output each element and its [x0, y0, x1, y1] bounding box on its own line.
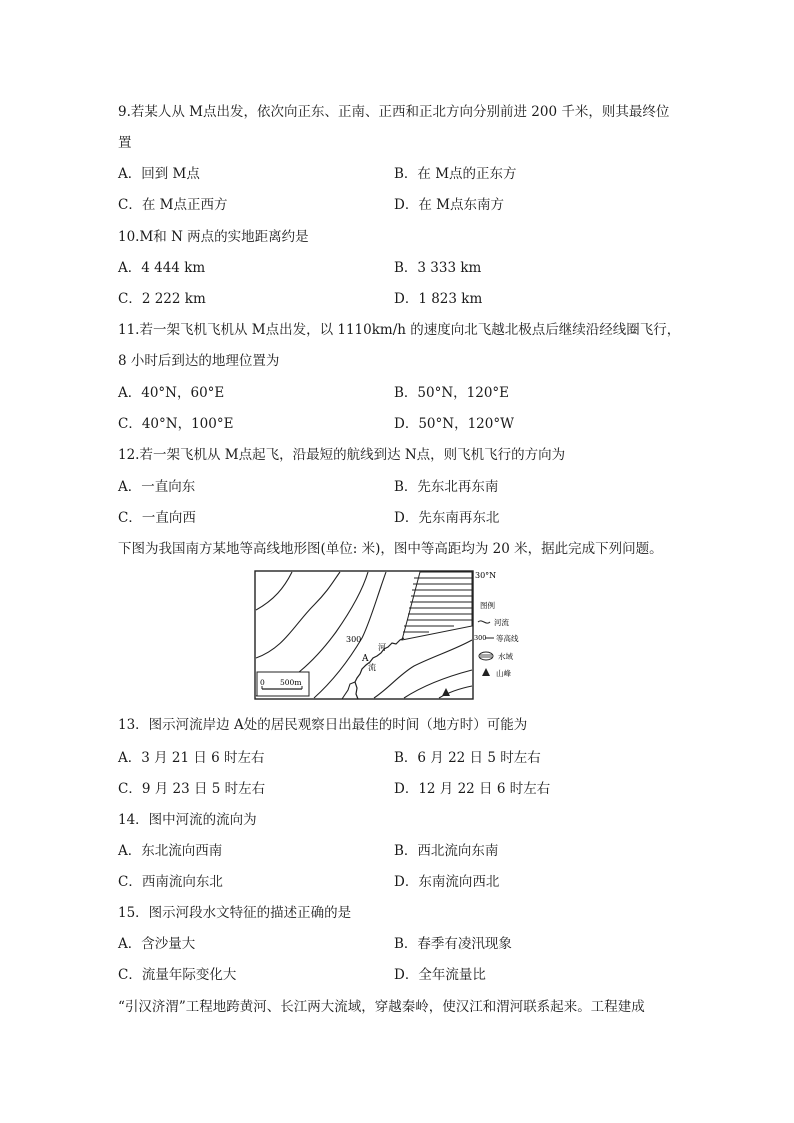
map-intro-text: 下图为我国南方某地等高线地形图(单位: 米)，图中等高距均为 20 米，据此完成下列问题。 [118, 541, 663, 557]
q15-option-a: A．含沙量大 [118, 936, 196, 952]
q15-option-b: B．春季有凌汛现象 [394, 936, 512, 952]
q11-option-b: B．50°N，120°E [394, 385, 510, 401]
river-label-2: 流 [368, 663, 376, 672]
q10-option-a: A．4 444 km [118, 260, 206, 276]
q13-option-d: D．12 月 22 日 6 时左右 [394, 781, 551, 797]
legend-river: 河流 [494, 618, 509, 627]
q12-option-c: C．一直向西 [118, 510, 196, 526]
q11-stem-line1: 11.若一架飞机飞机从 M点出发，以 1110km/h 的速度向北飞越北极点后继续沿经线圈飞行， [118, 322, 681, 338]
q14-option-b: B．西北流向东南 [394, 843, 499, 859]
q12-option-a: A．一直向东 [118, 479, 196, 495]
legend-peak: 山峰 [496, 669, 511, 678]
q14-option-d: D．东南流向西北 [394, 874, 500, 890]
legend-water: 水域 [498, 652, 513, 661]
legend-contour-value: 300 [474, 634, 487, 642]
q13-option-a: A．3 月 21 日 6 时左右 [118, 750, 265, 766]
q11-option-d: D．50°N，120°W [394, 416, 514, 432]
q11-option-c: C．40°N，100°E [118, 416, 234, 432]
q9-stem-line2: 置 [118, 135, 132, 151]
q13-option-b: B．6 月 22 日 5 时左右 [394, 750, 541, 766]
q10-option-b: B．3 333 km [394, 260, 482, 276]
q9-option-b: B．在 M点的正东方 [394, 166, 517, 182]
river-legend-icon [478, 621, 490, 623]
q9-option-d: D．在 M点东南方 [394, 197, 504, 213]
q10-option-c: C．2 222 km [118, 291, 206, 307]
contour-label: 300 [346, 635, 362, 644]
point-a-label: A [362, 654, 369, 664]
scale-value: 500m [280, 678, 302, 687]
legend [474, 600, 519, 678]
legend-title: 图例 [480, 601, 495, 610]
q14-stem: 14．图中河流的流向为 [118, 812, 257, 828]
river-label-1: 河 [378, 643, 386, 652]
q13-stem: 13．图示河流岸边 A处的居民观察日出最佳的时间（地方时）可能为 [118, 717, 528, 733]
q13-option-c: C．9 月 23 日 5 时左右 [118, 781, 266, 797]
legend-contour: 等高线 [496, 634, 519, 643]
q14-option-c: C．西南流向东北 [118, 874, 223, 890]
lat-label: 30°N [475, 571, 497, 580]
peak-legend-icon [482, 668, 490, 676]
scale-zero: 0 [260, 678, 265, 687]
q12-option-b: B．先东北再东南 [394, 479, 499, 495]
q11-stem-line2: 8 小时后到达的地理位置为 [118, 353, 280, 369]
q15-option-d: D．全年流量比 [394, 967, 486, 983]
water-legend-icon [479, 652, 493, 660]
q9-option-c: C．在 M点正西方 [118, 197, 228, 213]
q9-option-a: A．回到 M点 [118, 166, 200, 182]
q15-option-c: C．流量年际变化大 [118, 967, 237, 983]
passage-text: “引汉济渭”工程地跨黄河、长江两大流域，穿越秦岭，使汉江和渭河联系起来。工程建成 [118, 999, 645, 1015]
q15-stem: 15．图示河段水文特征的描述正确的是 [118, 905, 352, 921]
q14-option-a: A．东北流向西南 [118, 843, 223, 859]
q11-option-a: A．40°N，60°E [118, 385, 225, 401]
q10-stem: 10.M和 N 两点的实地距离约是 [118, 229, 309, 245]
q10-option-d: D．1 823 km [394, 291, 483, 307]
q9-stem-line1: 9.若某人从 M点出发，依次向正东、正南、正西和正北方向分别前进 200 千米，则其最终位 [118, 104, 670, 120]
q12-stem: 12.若一架飞机从 M点起飞，沿最短的航线到达 N点，则飞机飞行的方向为 [118, 447, 566, 463]
contour-map [254, 570, 532, 702]
q12-option-d: D．先东南再东北 [394, 510, 500, 526]
